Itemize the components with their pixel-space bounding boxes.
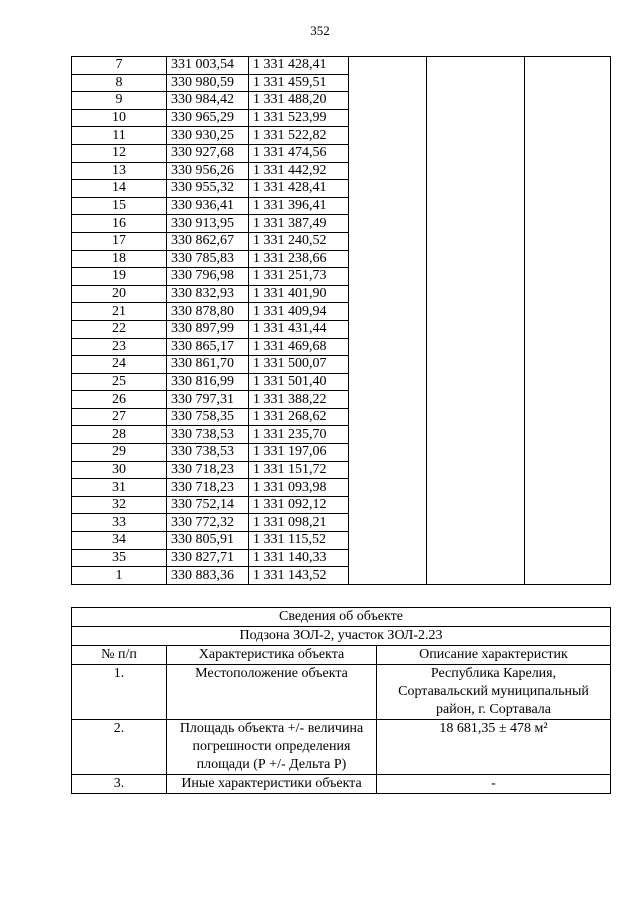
x-coordinate: 330 936,41 xyxy=(167,197,249,215)
point-number: 25 xyxy=(72,373,167,391)
empty-column-cell xyxy=(427,57,525,585)
object-info-header-row xyxy=(72,646,611,665)
row-3-description: - xyxy=(377,775,611,794)
point-number: 22 xyxy=(72,320,167,338)
y-coordinate: 1 331 488,20 xyxy=(249,92,349,110)
x-coordinate: 330 897,99 xyxy=(167,320,249,338)
point-number: 8 xyxy=(72,74,167,92)
row-2-characteristic-line: площади (Р +/- Дельта Р) xyxy=(196,757,347,772)
row-1-characteristic: Местоположение объекта xyxy=(167,665,377,720)
point-number: 20 xyxy=(72,285,167,303)
object-info-subtitle-row xyxy=(72,627,611,646)
row-3-characteristic: Иные характеристики объекта xyxy=(167,775,377,794)
x-coordinate: 330 965,29 xyxy=(167,109,249,127)
y-coordinate: 1 331 115,52 xyxy=(249,532,349,550)
coordinate-row xyxy=(72,57,611,75)
y-coordinate: 1 331 522,82 xyxy=(249,127,349,145)
x-coordinate: 330 861,70 xyxy=(167,356,249,374)
row-1-description-line: Республика Карелия, xyxy=(430,666,557,681)
empty-column-cell xyxy=(349,57,427,585)
y-coordinate: 1 331 238,66 xyxy=(249,250,349,268)
x-coordinate: 330 772,32 xyxy=(167,514,249,532)
y-coordinate: 1 331 197,06 xyxy=(249,444,349,462)
coordinates-table xyxy=(71,56,611,585)
row-2-characteristic-line: погрешности определения xyxy=(192,739,351,754)
x-coordinate: 330 832,93 xyxy=(167,285,249,303)
object-info-title: Сведения об объекте xyxy=(72,608,611,627)
point-number: 27 xyxy=(72,408,167,426)
x-coordinate: 330 956,26 xyxy=(167,162,249,180)
point-number: 23 xyxy=(72,338,167,356)
x-coordinate: 330 955,32 xyxy=(167,180,249,198)
y-coordinate: 1 331 151,72 xyxy=(249,461,349,479)
header-num: № п/п xyxy=(72,646,167,665)
x-coordinate: 330 796,98 xyxy=(167,268,249,286)
point-number: 17 xyxy=(72,232,167,250)
y-coordinate: 1 331 387,49 xyxy=(249,215,349,233)
x-coordinate: 330 718,23 xyxy=(167,461,249,479)
y-coordinate: 1 331 240,52 xyxy=(249,232,349,250)
y-coordinate: 1 331 500,07 xyxy=(249,356,349,374)
y-coordinate: 1 331 396,41 xyxy=(249,197,349,215)
point-number: 12 xyxy=(72,144,167,162)
page-number: 352 xyxy=(310,23,330,38)
point-number: 32 xyxy=(72,496,167,514)
row-1-description xyxy=(377,665,611,720)
x-coordinate: 330 980,59 xyxy=(167,74,249,92)
header-characteristic: Характеристика объекта xyxy=(167,646,377,665)
coordinates-table-body xyxy=(72,57,611,585)
y-coordinate: 1 331 459,51 xyxy=(249,74,349,92)
object-info-title-row xyxy=(72,608,611,627)
x-coordinate: 330 816,99 xyxy=(167,373,249,391)
y-coordinate: 1 331 092,12 xyxy=(249,496,349,514)
point-number: 11 xyxy=(72,127,167,145)
object-info-row-area xyxy=(72,720,611,775)
point-number: 21 xyxy=(72,303,167,321)
object-info-subtitle: Подзона ЗОЛ-2, участок ЗОЛ-2.23 xyxy=(72,627,611,646)
empty-column-cell xyxy=(525,57,611,585)
y-coordinate: 1 331 140,33 xyxy=(249,549,349,567)
point-number: 31 xyxy=(72,479,167,497)
point-number: 16 xyxy=(72,215,167,233)
point-number: 34 xyxy=(72,532,167,550)
object-info-row-other xyxy=(72,775,611,794)
x-coordinate: 330 758,35 xyxy=(167,408,249,426)
y-coordinate: 1 331 428,41 xyxy=(249,57,349,75)
point-number: 28 xyxy=(72,426,167,444)
x-coordinate: 330 718,23 xyxy=(167,479,249,497)
row-1-num: 1. xyxy=(72,665,167,720)
point-number: 7 xyxy=(72,57,167,75)
x-coordinate: 330 913,95 xyxy=(167,215,249,233)
x-coordinate: 331 003,54 xyxy=(167,57,249,75)
point-number: 35 xyxy=(72,549,167,567)
x-coordinate: 330 785,83 xyxy=(167,250,249,268)
y-coordinate: 1 331 235,70 xyxy=(249,426,349,444)
point-number: 1 xyxy=(72,567,167,585)
x-coordinate: 330 984,42 xyxy=(167,92,249,110)
x-coordinate: 330 862,67 xyxy=(167,232,249,250)
point-number: 13 xyxy=(72,162,167,180)
x-coordinate: 330 827,71 xyxy=(167,549,249,567)
y-coordinate: 1 331 442,92 xyxy=(249,162,349,180)
y-coordinate: 1 331 401,90 xyxy=(249,285,349,303)
point-number: 33 xyxy=(72,514,167,532)
object-info-table xyxy=(71,607,611,794)
y-coordinate: 1 331 098,21 xyxy=(249,514,349,532)
y-coordinate: 1 331 469,68 xyxy=(249,338,349,356)
row-1-description-line: Сортавальский муниципальный xyxy=(398,684,589,699)
y-coordinate: 1 331 093,98 xyxy=(249,479,349,497)
point-number: 15 xyxy=(72,197,167,215)
row-3-num: 3. xyxy=(72,775,167,794)
x-coordinate: 330 878,80 xyxy=(167,303,249,321)
row-2-num: 2. xyxy=(72,720,167,775)
y-coordinate: 1 331 523,99 xyxy=(249,109,349,127)
row-1-description-line: район, г. Сортавала xyxy=(436,702,551,717)
y-coordinate: 1 331 251,73 xyxy=(249,268,349,286)
point-number: 26 xyxy=(72,391,167,409)
y-coordinate: 1 331 474,56 xyxy=(249,144,349,162)
x-coordinate: 330 797,31 xyxy=(167,391,249,409)
point-number: 10 xyxy=(72,109,167,127)
x-coordinate: 330 927,68 xyxy=(167,144,249,162)
y-coordinate: 1 331 143,52 xyxy=(249,567,349,585)
row-2-description: 18 681,35 ± 478 м² xyxy=(377,720,611,775)
y-coordinate: 1 331 409,94 xyxy=(249,303,349,321)
point-number: 30 xyxy=(72,461,167,479)
y-coordinate: 1 331 431,44 xyxy=(249,320,349,338)
x-coordinate: 330 883,36 xyxy=(167,567,249,585)
point-number: 9 xyxy=(72,92,167,110)
header-description: Описание характеристик xyxy=(377,646,611,665)
x-coordinate: 330 738,53 xyxy=(167,426,249,444)
point-number: 29 xyxy=(72,444,167,462)
x-coordinate: 330 865,17 xyxy=(167,338,249,356)
point-number: 18 xyxy=(72,250,167,268)
point-number: 24 xyxy=(72,356,167,374)
row-2-characteristic xyxy=(167,720,377,775)
y-coordinate: 1 331 501,40 xyxy=(249,373,349,391)
x-coordinate: 330 805,91 xyxy=(167,532,249,550)
point-number: 19 xyxy=(72,268,167,286)
y-coordinate: 1 331 268,62 xyxy=(249,408,349,426)
object-info-row-location xyxy=(72,665,611,720)
y-coordinate: 1 331 428,41 xyxy=(249,180,349,198)
row-2-characteristic-line: Площадь объекта +/- величина xyxy=(179,721,364,736)
y-coordinate: 1 331 388,22 xyxy=(249,391,349,409)
point-number: 14 xyxy=(72,180,167,198)
x-coordinate: 330 752,14 xyxy=(167,496,249,514)
x-coordinate: 330 738,53 xyxy=(167,444,249,462)
x-coordinate: 330 930,25 xyxy=(167,127,249,145)
